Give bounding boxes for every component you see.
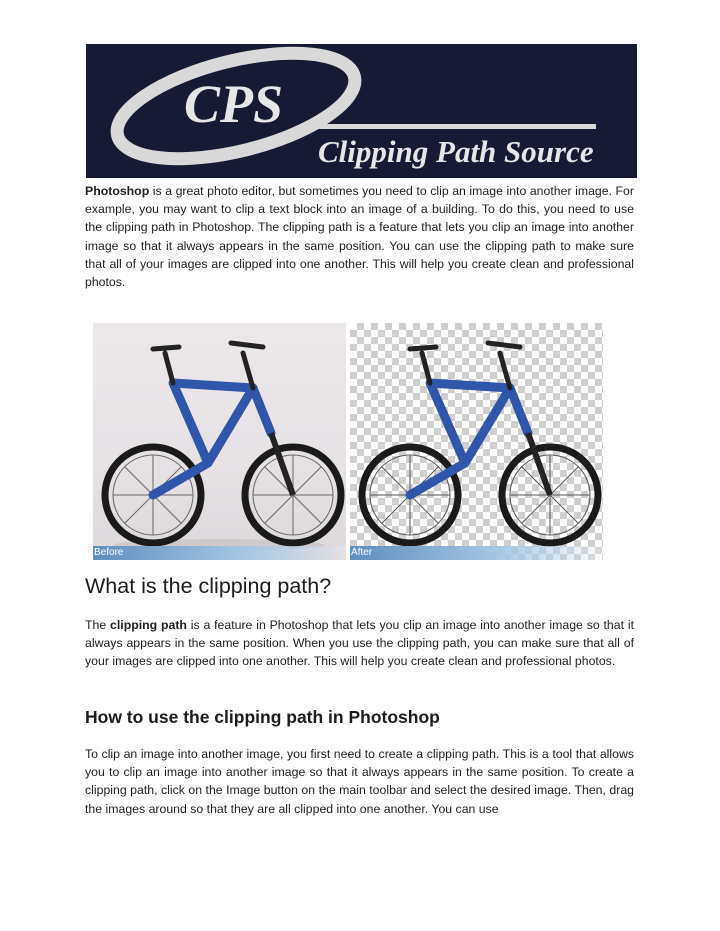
bicycle-illustration: [93, 323, 346, 560]
before-label: Before: [93, 546, 346, 560]
logo-bar: [318, 124, 596, 129]
section1-start: The: [85, 618, 111, 632]
logo-initials: CPS: [184, 74, 284, 134]
intro-text: is a great photo editor, but sometimes you need to clip an image into another image. For example, you may want to clip a text block into an image of a building. To do this, you need to use the clipping path in Photoshop. The clipping path is a feature that lets you clip an image into another image so that it always appears in the same position. You can use the clipping path to make sure that all of your images are clipped into one another. This will help you create clean and professional photos.: [85, 184, 634, 290]
brand-banner: [86, 44, 637, 178]
section1-rest: is a feature in Photoshop that lets you clip an image into another image so that it always appears in the same position. When you use the clipping path, you can make sure that all of your images are clipped into one another. This will help you create clean and professional photos.: [85, 618, 634, 669]
section2-paragraph: To clip an image into another image, you first need to create a clipping path. This is a tool that allows you to clip an image into another image so that it always appears in the same position. To create a clipping path, click on the Image button on the main toolbar and select the desired image. Then, drag the images around so that they are all clipped into one another. You can use: [85, 747, 634, 816]
section-heading-how-to: How to use the clipping path in Photoshop: [85, 707, 440, 727]
before-image: [93, 323, 346, 560]
after-image: [350, 323, 603, 560]
section1-bold: clipping path: [110, 618, 187, 632]
section-heading-what-is: What is the clipping path?: [85, 574, 332, 598]
intro-paragraph: [85, 182, 634, 291]
intro-lead: Photoshop: [85, 184, 150, 198]
after-label: After: [350, 546, 603, 560]
brand-name: Clipping Path Source: [318, 134, 594, 169]
section1-paragraph: [85, 616, 634, 671]
bicycle-cutout-illustration: [350, 323, 603, 560]
cps-logo: [86, 44, 637, 178]
